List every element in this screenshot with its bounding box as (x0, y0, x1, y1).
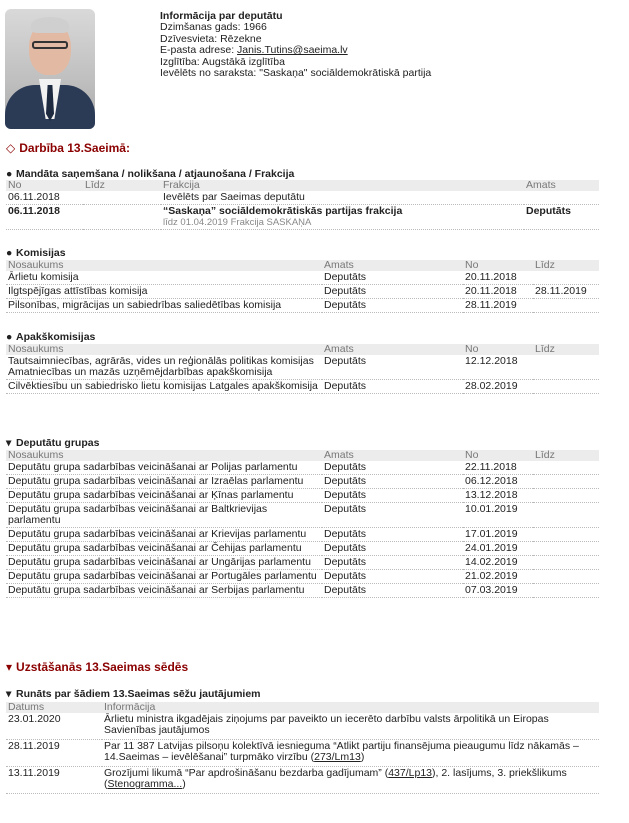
table-row (6, 740, 599, 767)
name: Deputātu grupa sadarbības veicināšanai ar Čehijas parlamentu (6, 542, 322, 556)
to-date (533, 271, 599, 285)
fraction-cell (161, 205, 524, 230)
mandate-title-text: Mandāta saņemšana / nolikšana / atjaunošana / Frakcija (16, 168, 295, 180)
chevron-down-icon: ▾ (6, 660, 13, 674)
to-date (533, 461, 599, 475)
deputy-photo (5, 9, 95, 129)
col-header: Nosaukums (6, 260, 322, 271)
chevron-down-icon: ▾ (6, 437, 12, 449)
to-date (83, 191, 161, 205)
deputy-info (160, 11, 431, 79)
from-date: 24.01.2019 (463, 542, 533, 556)
speech-text: ) (360, 751, 365, 763)
from-date: 22.11.2018 (463, 461, 533, 475)
role: Deputāts (322, 503, 463, 528)
speech-text: Grozījumi likumā “Par apdrošināšanu bezdarba gadījumam” ( (104, 767, 389, 779)
role (524, 191, 599, 205)
fraction-name: “Saskaņa” sociāldemokrātiskās partijas frakcija (163, 205, 403, 217)
from-date: 28.02.2019 (463, 380, 533, 394)
col-header: Amats (322, 260, 463, 271)
table-row (6, 767, 599, 794)
committees-table (6, 260, 599, 313)
speech-text: ), 2. lasījums, 3. priekšlikums ( (104, 767, 567, 790)
table-row (6, 285, 599, 299)
table-row (6, 713, 599, 740)
to-date (533, 556, 599, 570)
from-date: 28.11.2019 (463, 299, 533, 313)
fraction-name: Ievēlēts par Saeimas deputātu (163, 191, 305, 203)
role: Deputāts (322, 542, 463, 556)
col-header: Nosaukums (6, 450, 322, 461)
fraction-cell (161, 191, 524, 205)
role: Deputāts (322, 299, 463, 313)
table-row (6, 271, 599, 285)
bullet-icon: ● (6, 247, 13, 259)
role: Deputāts (322, 570, 463, 584)
role: Deputāts (524, 205, 599, 230)
speech-info (102, 767, 599, 794)
to-date (533, 355, 599, 380)
name: Deputātu grupa sadarbības veicināšanai ar Krievijas parlamentu (6, 528, 322, 542)
email-label: E-pasta adrese: (160, 44, 238, 57)
table-row (6, 380, 599, 394)
mandate-subtitle[interactable] (6, 168, 294, 180)
from-date: 07.03.2019 (463, 584, 533, 598)
to-date (83, 205, 161, 230)
table-row (6, 475, 599, 489)
role: Deputāts (322, 380, 463, 394)
from-date: 12.12.2018 (463, 355, 533, 380)
subcommittees-title-text: Apakškomisijas (16, 331, 96, 343)
chevron-down-icon: ▾ (6, 688, 12, 700)
name: Ārlietu komisija (6, 271, 322, 285)
from-date: 06.12.2018 (463, 475, 533, 489)
from-date: 20.11.2018 (463, 285, 533, 299)
col-header: Amats (524, 180, 599, 191)
speech-info (102, 740, 599, 767)
from-date: 06.11.2018 (6, 205, 83, 230)
to-date (533, 475, 599, 489)
name: Deputātu grupa sadarbības veicināšanai ar Ungārijas parlamentu (6, 556, 322, 570)
from-date: 06.11.2018 (6, 191, 83, 205)
groups-subtitle[interactable] (6, 437, 99, 449)
col-header: Nosaukums (6, 344, 322, 355)
table-row (6, 299, 599, 313)
speech-date: 13.11.2019 (6, 767, 102, 794)
table-row (6, 556, 599, 570)
col-header: Datums (6, 702, 102, 713)
document-link[interactable]: 437/Lp13 (388, 767, 433, 779)
col-header: Līdz (533, 344, 599, 355)
from-date: 14.02.2019 (463, 556, 533, 570)
name: Pilsonības, migrācijas un sabiedrības saliedētības komisija (6, 299, 322, 313)
to-date (533, 489, 599, 503)
document-link[interactable]: 273/Lm13 (314, 751, 361, 763)
work-section-title[interactable] (6, 141, 130, 155)
committees-subtitle[interactable] (6, 247, 66, 259)
table-row (6, 542, 599, 556)
speech-text: Ārlietu ministra ikgadējais ziņojums par paveikto un iecerēto darbību valsts ārpolitikā un Eiropas Savienības jautājumos (104, 713, 549, 736)
to-date (533, 528, 599, 542)
col-header: Informācija (102, 702, 599, 713)
table-row (6, 570, 599, 584)
bullet-icon: ● (6, 168, 13, 180)
col-header: No (463, 344, 533, 355)
birth-year: Dzimšanas gads: 1966 (160, 21, 267, 34)
name: Deputātu grupa sadarbības veicināšanai ar Polijas parlamentu (6, 461, 322, 475)
name: Ilgtspējīgas attīstības komisija (6, 285, 322, 299)
speech-text: Par 11 387 Latvijas pilsoņu kolektīvā iesnieguma “Atlikt partiju finansējuma pieaugumu līdz nākamās – 14.Saeimas – ievēlēšanai” turpmāko virzību ( (104, 740, 579, 763)
table-row (6, 355, 599, 380)
name: Tautsaimniecības, agrārās, vides un reģionālās politikas komisijas Amatniecības un mazās uzņēmējdarbības apakškomisija (6, 355, 322, 380)
table-row (6, 489, 599, 503)
role: Deputāts (322, 475, 463, 489)
name: Deputātu grupa sadarbības veicināšanai ar Izraēlas parlamentu (6, 475, 322, 489)
role: Deputāts (322, 489, 463, 503)
role: Deputāts (322, 556, 463, 570)
to-date (533, 570, 599, 584)
subcommittees-table (6, 344, 599, 394)
mandate-table (6, 180, 599, 230)
to-date: 28.11.2019 (533, 285, 599, 299)
role: Deputāts (322, 355, 463, 380)
to-date (533, 584, 599, 598)
name: Deputātu grupa sadarbības veicināšanai ar Portugāles parlamentu (6, 570, 322, 584)
name: Deputātu grupa sadarbības veicināšanai ar Baltkrievijas parlamentu (6, 503, 322, 528)
education: Izglītība: Augstākā izglītība (160, 55, 285, 68)
speeches-subtitle[interactable] (6, 688, 261, 700)
to-date (533, 542, 599, 556)
role: Deputāts (322, 584, 463, 598)
speeches-sub-title-text: Runāts par šādiem 13.Saeimas sēžu jautājumiem (16, 688, 261, 700)
col-header: Līdz (83, 180, 161, 191)
col-header: No (6, 180, 83, 191)
col-header: Līdz (533, 450, 599, 461)
table-row (6, 528, 599, 542)
bullet-icon: ● (6, 331, 13, 343)
speech-info (102, 713, 599, 740)
committees-title-text: Komisijas (16, 247, 66, 259)
table-row (6, 461, 599, 475)
role: Deputāts (322, 528, 463, 542)
subcommittees-subtitle[interactable] (6, 331, 95, 343)
name: Cilvēktiesību un sabiedrisko lietu komisijas Latgales apakškomisija (6, 380, 322, 394)
speech-date: 28.11.2019 (6, 740, 102, 767)
col-header: Amats (322, 344, 463, 355)
speeches-table (6, 702, 599, 794)
from-date: 20.11.2018 (463, 271, 533, 285)
col-header: Frakcija (161, 180, 524, 191)
fraction-note: līdz 01.04.2019 Frakcija SASKAŅA (163, 217, 312, 228)
document-link[interactable]: Stenogramma... (107, 778, 183, 790)
email-row (160, 45, 431, 56)
groups-table (6, 450, 599, 598)
from-date: 21.02.2019 (463, 570, 533, 584)
to-date (533, 299, 599, 313)
work-title-text: Darbība 13.Saeimā: (19, 141, 130, 155)
col-header: No (463, 450, 533, 461)
speech-date: 23.01.2020 (6, 713, 102, 740)
speeches-title-text: Uzstāšanās 13.Saeimas sēdēs (16, 660, 189, 674)
table-row (6, 191, 599, 205)
name: Deputātu grupa sadarbības veicināšanai ar Ķīnas parlamentu (6, 489, 322, 503)
from-date: 13.12.2018 (463, 489, 533, 503)
table-row (6, 584, 599, 598)
role: Deputāts (322, 461, 463, 475)
role: Deputāts (322, 285, 463, 299)
groups-title-text: Deputātu grupas (16, 437, 100, 449)
col-header: No (463, 260, 533, 271)
speeches-section-title[interactable] (6, 660, 188, 674)
table-row (6, 205, 599, 230)
col-header: Amats (322, 450, 463, 461)
from-date: 10.01.2019 (463, 503, 533, 528)
from-date: 17.01.2019 (463, 528, 533, 542)
elected-list: Ievēlēts no saraksta: "Saskaņa" sociāldemokrātiskā partija (160, 67, 432, 80)
speech-text: ) (182, 778, 186, 790)
info-title: Informācija par deputātu (160, 10, 283, 22)
residence: Dzīvesvieta: Rēzekne (160, 32, 262, 45)
to-date (533, 380, 599, 394)
name: Deputātu grupa sadarbības veicināšanai ar Serbijas parlamentu (6, 584, 322, 598)
col-header: Līdz (533, 260, 599, 271)
to-date (533, 503, 599, 528)
role: Deputāts (322, 271, 463, 285)
diamond-icon: ◇ (6, 141, 16, 155)
email-link[interactable]: Janis.Tutins@saeima.lv (237, 44, 348, 57)
table-row (6, 503, 599, 528)
